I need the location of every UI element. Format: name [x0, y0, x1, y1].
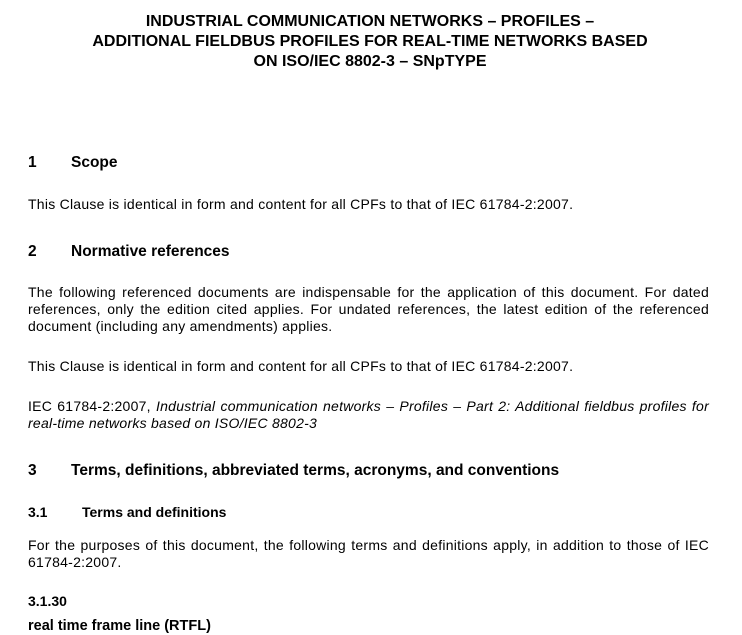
section-title: Normative references [71, 243, 230, 260]
subsection-number: 3.1 [28, 504, 48, 520]
subsection-terms-definitions-heading [28, 503, 226, 521]
normative-identical-paragraph: This Clause is identical in form and content for all CPFs to that of IEC 61784-2:2007. [28, 358, 574, 374]
subsection-title: Terms and definitions [82, 504, 227, 520]
section-terms-heading [28, 461, 559, 481]
term-entry-number: 3.1.30 [28, 593, 67, 609]
term-entry-name: real time frame line (RTFL) [28, 618, 211, 634]
reference-title: Industrial communication networks – Profiles – Part 2: Additional fieldbus profiles for real-time networks based on ISO/IEC 8802-3 [28, 398, 710, 431]
section-scope-heading [28, 153, 118, 173]
section-number: 2 [28, 243, 37, 260]
section-number: 3 [28, 462, 37, 479]
title-line-3: ON ISO/IEC 8802-3 – SNpTYPE [253, 53, 487, 70]
document-title [28, 12, 712, 72]
title-line-2: ADDITIONAL FIELDBUS PROFILES FOR REAL-TIME NETWORKS BASED [92, 33, 648, 50]
section-number: 1 [28, 154, 37, 171]
section-title: Terms, definitions, abbreviated terms, acronyms, and conventions [71, 462, 560, 479]
reference-id: IEC 61784-2:2007, [28, 398, 151, 414]
normative-intro-paragraph: The following referenced documents are indispensable for the application of this document. For dated references, only the edition cited applies. For undated references, the latest edition of the referenced document (including any amendments) applies. [28, 284, 709, 334]
terms-definitions-paragraph: For the purposes of this document, the following terms and definitions apply, in addition to those of IEC 61784-2:2007. [28, 537, 709, 570]
title-line-1: INDUSTRIAL COMMUNICATION NETWORKS – PROFILES – [145, 13, 595, 30]
section-normative-heading [28, 242, 230, 262]
scope-paragraph: This Clause is identical in form and content for all CPFs to that of IEC 61784-2:2007. [28, 196, 574, 212]
section-title: Scope [71, 154, 118, 171]
normative-reference-entry [28, 398, 709, 432]
